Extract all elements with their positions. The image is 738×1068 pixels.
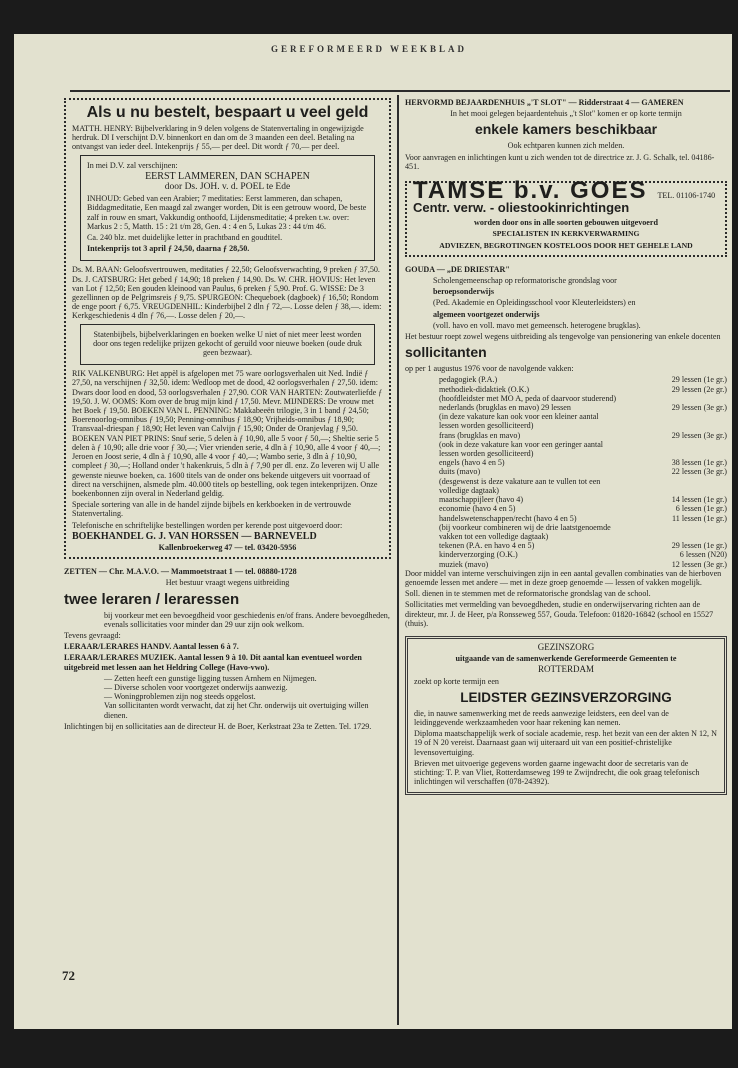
gouda-l2: beroepsonderwijs <box>433 287 495 297</box>
zetten-bullets <box>64 674 391 702</box>
left-column <box>64 98 391 733</box>
zetten-more: Van sollicitanten wordt verwacht, dat zij het Chr. onderwijs uit overtuiging willen dienen. <box>104 701 369 720</box>
course-name: (in deze vakature kan ook voor een kleiner aantal lessen worden gesolliciteerd) <box>439 412 599 431</box>
course-row <box>439 495 727 504</box>
course-name: frans (brugklas en mavo) <box>439 430 521 440</box>
box-intro: In mei D.V. zal verschijnen: <box>87 160 178 170</box>
slot-ad <box>405 98 727 171</box>
slot-title: enkele kamers beschikbaar <box>474 121 658 138</box>
zetten-l2: LERAAR/LERARES MUZIEK. Aantal lessen 9 à 10. Dit aantal kan eventueel worden uitgebreid met lessen aan het Heldring College (Havo-vwo). <box>64 653 362 672</box>
course-row <box>439 467 727 476</box>
gz-p1: die, in nauwe samenwerking met de reeds aanwezige leidsters, een deel van de leidinggevende werkzaamheden voor haar rekening kan nemen. <box>414 708 669 727</box>
course-lessons: 14 lessen (1e gr.) <box>671 495 727 505</box>
book-list-1: Ds. M. BAAN: Geloofsvertrouwen, meditaties ƒ 22,50; Geloofsverwachting, 9 preken ƒ 37,50. Ds. J. CATSBURG: Het gebed ƒ 14,90; 18 preken ƒ 14,90. Ds. W. CHR. HOVIUS: Het leven van Lot ƒ 12,50; Een gouden kleinood van Paulus, 6 preken ƒ 5,90. Prof. G. WISSE: De 3 gezellinnen op de Pelgrimsreis ƒ 9,75. SPURGEON: Chequeboek (dagboek) ƒ 16,50; Rondom de enge poort ƒ 6,75. VREUGDENHIL: Kinderbijbel 2 dln ƒ 72,—. Losse delen ƒ 38,—. idem: Kerkgeschiedenis 4 dln ƒ 76,—. Losse delen ƒ 20,—. <box>72 265 382 321</box>
course-row <box>439 394 727 403</box>
course-lessons <box>617 412 727 430</box>
course-name: (hoofdleidster met MO A, peda of daarvoor studerend) <box>439 393 617 403</box>
new-book-box <box>80 155 375 262</box>
course-name: pedagogiek (P.A.) <box>439 375 498 385</box>
course-list <box>405 375 727 568</box>
course-lessons: 38 lessen (1e gr.) <box>671 458 727 468</box>
slot-note: Ook echtparen kunnen zich melden. <box>507 141 625 151</box>
bookshop-ad <box>64 98 391 559</box>
page-header: GEREFORMEERD WEEKBLAD <box>270 44 468 54</box>
course-lessons: 11 lessen (1e gr.) <box>672 513 727 523</box>
zetten-bullet: — Diverse scholen voor voortgezet onderwijs aanwezig. <box>104 683 391 692</box>
tamse-name: TAMSE b.v. GOES <box>413 177 648 205</box>
gouda-ad <box>405 265 727 628</box>
ad-title: Als u nu bestelt, bespaart u veel geld <box>86 104 369 121</box>
course-row <box>439 403 727 412</box>
slot-head: HERVORMD BEJAARDENHUIS „'T SLOT" — Ridderstraat 4 — GAMEREN <box>405 98 684 107</box>
zetten-title: twee leraren / leraressen <box>64 590 240 608</box>
course-lessons: 6 lessen (N20) <box>679 550 727 560</box>
gouda-t3: Sollicitaties met vermelding van bevoegdheden, studie en onderwijservaring richten aan de direkteur, mr. J. de Heer, p/a Ronsseweg 557, Gouda. Telefoon: 01820-16842 (school en 15527 (thuis). <box>405 600 714 628</box>
course-row <box>439 458 727 467</box>
course-row <box>439 504 727 513</box>
tamse-l1: worden door ons in alle soorten gebouwen uitgevoerd <box>474 218 658 228</box>
course-row <box>439 440 727 458</box>
shop-name: BOEKHANDEL G. J. VAN HORSSEN — BARNEVELD <box>72 530 317 542</box>
exchange-box <box>80 324 375 366</box>
course-row <box>439 385 727 394</box>
course-name: engels (havo 4 en 5) <box>439 458 505 468</box>
gz-p3: Brieven met uitvoerige gegevens worden gaarne ingewacht door de secretaris van de stichting: T. P. van Vliet, Rotterdamseweg 199 te Zwijndrecht, die ook graag telefonisch inlichtingen wil verschaffen (078-24392). <box>414 758 700 787</box>
gouda-intro: Het bestuur roept zowel wegens uitbreiding als tengevolge van pensionering van enkele docenten <box>405 332 721 342</box>
box-price: Intekenprijs tot 3 april ƒ 24,50, daarna ƒ 28,50. <box>87 244 250 254</box>
course-name: nederlands (brugklas en mavo) 29 lessen <box>439 403 571 413</box>
tamse-title-row <box>413 177 719 205</box>
tamse-tel: TEL. 01106-1740 <box>657 191 716 201</box>
course-name: methodiek-didaktiek (O.K.) <box>439 384 530 394</box>
course-lessons <box>617 440 727 458</box>
course-row <box>439 523 727 541</box>
gz-l2: ROTTERDAM <box>538 664 594 675</box>
shop-address: Kallenbroekerweg 47 — tel. 03420-5956 <box>158 542 297 552</box>
zetten-bullet: — Zetten heeft een gunstige ligging tussen Arnhem en Nijmegen. <box>104 674 391 683</box>
gouda-l3: (Ped. Akademie en Opleidingsschool voor Kleuterleidsters) en <box>433 298 636 308</box>
course-lessons: 29 lessen (3e gr.) <box>671 430 727 440</box>
tamse-l3: ADVIEZEN, BEGROTINGEN KOSTELOOS DOOR HET GEHELE LAND <box>439 240 693 250</box>
course-name: kinderverzorging (O.K.) <box>439 550 518 560</box>
zetten-text: bij voorkeur met een bevoegdheid voor geschiedenis en/of frans. Andere bevoegdheden, evenals sollicitaties voor minder dan 29 uur zijn ook welkom. <box>104 610 390 629</box>
tamse-ad <box>405 177 727 257</box>
course-name: tekenen (P.A. en havo 4 en 5) <box>439 541 535 551</box>
tamse-l2: SPECIALISTEN IN KERKVERWARMING <box>492 229 640 239</box>
course-lessons: 6 lessen (1e gr.) <box>675 504 727 514</box>
gouda-t2: Soll. dienen in te stemmen met de reformatorische grondslag van de school. <box>405 589 651 599</box>
course-lessons: 29 lessen (1e gr.) <box>671 375 727 385</box>
slot-sub: In het mooi gelegen bejaardentehuis „'t Slot" komen er op korte termijn <box>450 109 682 119</box>
course-row <box>439 412 727 430</box>
special-note: Speciale sortering van alle in de handel zijnde bijbels en kerkboeken in de vertrouwde Statenvertaling. <box>72 500 351 519</box>
course-lessons <box>617 523 727 541</box>
zetten-bullet: — Woningproblemen zijn nog steeds opgelost. <box>104 692 391 701</box>
course-lessons <box>617 477 727 495</box>
gezinszorg-ad <box>405 636 727 795</box>
course-name: duits (mavo) <box>439 467 481 477</box>
course-lessons: 29 lessen (3e gr.) <box>671 403 727 413</box>
ad-intro: MATTH. HENRY: Bijbelverklaring in 9 delen volgens de Statenvertaling in ongewijzigde herdruk. Dl I verschijnt D.V. binnenkort en dan om de 3 maanden een deel. Betaling na ontvangst van ieder deel. Intekenprijs ƒ 55,— per deel. Dit wordt ƒ 70,— per deel. <box>72 124 364 152</box>
course-lessons: 29 lessen (1e gr.) <box>671 541 727 551</box>
course-row <box>439 514 727 523</box>
gz-l3: zoekt op korte termijn een <box>414 676 499 686</box>
course-name: maatschappijleer (havo 4) <box>439 495 524 505</box>
course-row <box>439 375 727 384</box>
course-name: muziek (mavo) <box>439 559 489 569</box>
course-lessons: 22 lessen (3e gr.) <box>671 467 727 477</box>
zetten-also: Tevens gevraagd: <box>64 630 121 640</box>
book-list-2: RIK VALKENBURG: Het appèl is afgelopen met 75 ware oorlogsverhalen uit Ned. Indië ƒ 27,50, na verschijnen ƒ 32,50. idem: Wedloop met de dood, 42 oorlogsverhalen ƒ 27,50. idem: Dwars door lood en dood, 53 oorlogsverhalen ƒ 27,90. COR VAN HARTEN: Zoutwaterliefde ƒ 19,50. J. W. OOMS: Kom over de brug mijn kind ƒ 17,50. Mevr. MIJNDERS: De vrouw met het Boek ƒ 19,50. BOEKEN VAN L. PENNING: Makkabeeën trilogie, 3 in 1 band ƒ 24,50; Boerenoorlog-omnibus ƒ 19,50; Penning-omnibus ƒ 18,90; Vrijheids-omnibus ƒ 18,90; Transvaal-driespan ƒ 18,90; Het leven van Calvijn ƒ 15,90; Onder de Oranjevlag ƒ 9,50. BOEKEN VAN PIET PRINS: Snuf serie, 5 delen à ƒ 10,90, alle 5 voor ƒ 50,—; Sheltie serie 5 delen à ƒ 10,90; alle drie voor ƒ 30,—; Vier vrienden serie, 4 dln à ƒ 10,90, alle 4 voor ƒ 40,—; Jeroen en Joost serie, 4 dln à ƒ 10,90, alle 4 voor ƒ 40,—; Wambo serie, 3 dln à ƒ 10,90, compleet ƒ 30,—; Holland onder 't hakenkruis, 5 dln à ƒ 7,90 per dl. enz. Zo leveren wij U alle gewenste nieuwe boeken, ca. 1600 titels van de onder ons bekende uitgevers uit voorraad of direct na verschijnen, alsmede plm. 40.000 titels op bestelling, ook tegen intekenprijzen. Onze boekenbonnen zijn overal in Nederland geldig. <box>72 369 383 498</box>
slot-text: Voor aanvragen en inlichtingen kunt u zich wenden tot de directrice zr. J. G. Schalk, tel. 04186-451. <box>405 152 715 171</box>
zetten-head: ZETTEN — Chr. M.A.V.O. — Mammoetstraat 1 — tel. 08880-1728 <box>64 567 297 577</box>
box-extra: Ca. 240 blz. met duidelijke letter in prachtband en goudtitel. <box>87 233 283 243</box>
box-title: EERST LAMMEREN, DAN SCHAPEN <box>145 170 310 182</box>
gz-p2: Diploma maatschappelijk werk of sociale academie, resp. het bezit van een der akten N 12, N 19 of N 20 vereist. Daarnaast gaan wij uiteraard uit van een positief-christelijke levensovertuiging. <box>414 729 717 757</box>
gouda-t1: Door middel van interne verschuivingen zijn in een aantal gevallen combinaties van de hierboven genoemde lessen met andere — met in deze groep genoemde — lessen of vakken mogelijk. <box>405 568 722 587</box>
box-text: INHOUD: Gebed van een Arabier; 7 meditaties: Eerst lammeren, dan schapen, Biddagmeditatie, Een maagd zal zwanger worden, Dit is een getrouw woord, De beste zalf in rouw en smart, Vakkundig onthoofd, Lijdensmeditatie; 4 preken t.w. over: Markus 2 : 5, Matth. 15 : 21 t/m 28, Gen. 4 : 4 en 5, Lukas 23 : 44 t/m 46. <box>87 194 367 231</box>
course-row <box>439 541 727 550</box>
gouda-l4: algemeen voortgezet onderwijs <box>433 309 540 319</box>
gouda-head: GOUDA — „DE DRIESTAR" <box>405 264 510 274</box>
course-name: (ook in deze vakature kan voor een geringer aantal lessen worden gesolliciteerd) <box>439 439 604 459</box>
course-lessons: 12 lessen (3e gr.) <box>671 559 727 569</box>
gz-title: LEIDSTER GEZINSVERZORGING <box>460 689 672 705</box>
gouda-date: op per 1 augustus 1976 voor de navolgende vakken: <box>405 364 574 374</box>
course-name: (bij voorkeur combineren wij de drie laatstgenoemde vakken tot een volledige dagtaak) <box>439 522 611 541</box>
course-lessons <box>617 394 727 403</box>
gouda-title: sollicitanten <box>405 344 487 361</box>
exchange-text: Statenbijbels, bijbelverklaringen en boeken welke U niet of niet meer leest worden door ons tegen redelijke prijzen gekocht of geruild voor nieuwe boeken (oude druk geen bezwaar). <box>93 329 362 358</box>
box-author: door Ds. JOH. v. d. POEL te Ede <box>164 182 291 193</box>
gz-l1: uitgaande van de samenwerkende Gereformeerde Gemeenten te <box>455 654 677 664</box>
course-name: economie (havo 4 en 5) <box>439 504 516 514</box>
course-row <box>439 560 727 569</box>
tamse-sub: Centr. verw. - oliestookinrichtingen <box>413 200 630 216</box>
zetten-sub: Het bestuur vraagt wegens uitbreiding <box>165 578 290 588</box>
right-column <box>405 98 727 795</box>
gouda-l5: (voll. havo en voll. mavo met gemeensch. heterogene brugklas). <box>433 320 641 330</box>
zetten-l1: LERAAR/LERARES HANDV. Aantal lessen 6 à 7. <box>64 642 239 652</box>
course-name: (desgewenst is deze vakature aan te vullen tot een volledige dagtaak) <box>439 476 601 495</box>
phone-note: Telefonische en schriftelijke bestellingen worden per kerende post uitgevoerd door: <box>72 520 343 530</box>
course-row <box>439 550 727 559</box>
gouda-school <box>405 276 727 330</box>
page-number: 72 <box>62 968 75 983</box>
header-rule <box>70 90 730 92</box>
course-row <box>439 431 727 440</box>
zetten-contact: Inlichtingen bij en sollicitaties aan de directeur H. de Boer, Kerkstraat 23a te Zetten. Tel. 1729. <box>64 721 372 731</box>
zetten-ad <box>64 567 391 731</box>
gouda-l1: Scholengemeenschap op reformatorische grondslag voor <box>433 276 617 286</box>
course-row <box>439 477 727 495</box>
column-divider <box>397 95 399 1025</box>
course-name: handelswetenschappen/recht (havo 4 en 5) <box>439 513 577 523</box>
gz-head: GEZINSZORG <box>537 641 595 652</box>
course-lessons: 29 lessen (2e gr.) <box>671 384 727 394</box>
